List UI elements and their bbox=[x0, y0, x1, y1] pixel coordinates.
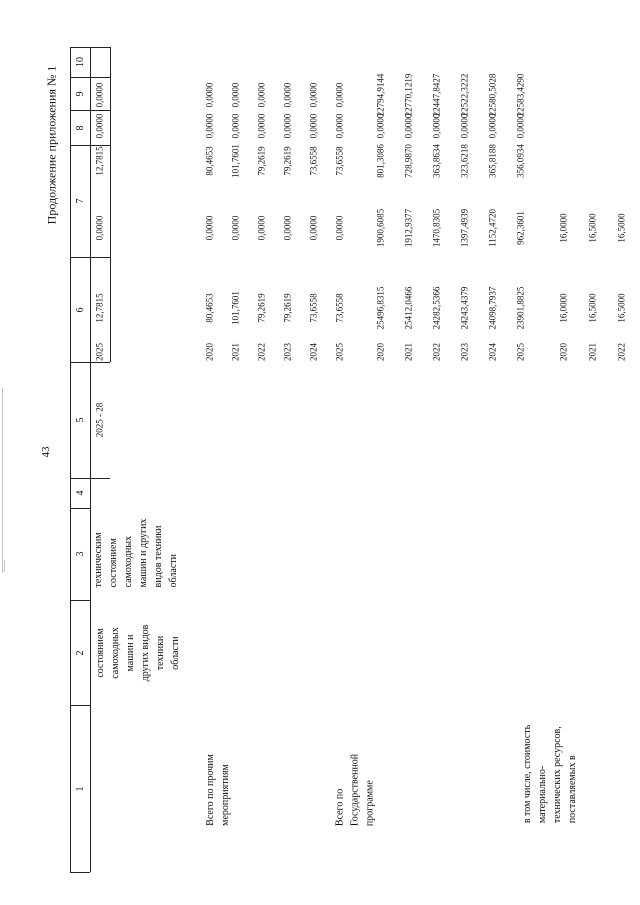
cell-col2-text: состоянием самоходных машин и других видов техники области bbox=[95, 624, 181, 682]
appendix-title: Продолжение приложения № 1 bbox=[44, 65, 59, 225]
table-rule bbox=[70, 508, 90, 509]
cell-value: 0,0000 bbox=[334, 215, 345, 241]
cell-value: 0,0000 bbox=[230, 82, 241, 108]
cell-value: 23901,8825 bbox=[515, 286, 526, 330]
column-header-9: 9 bbox=[75, 91, 86, 96]
scan-mark bbox=[4, 560, 5, 572]
cell-value: 0,0000 bbox=[282, 113, 293, 139]
column-header-6: 6 bbox=[75, 307, 86, 312]
row-year: 2021 bbox=[403, 343, 414, 361]
cell-value: 0,0000 bbox=[334, 113, 345, 139]
table-rule bbox=[70, 257, 110, 258]
cell-value: 0,0000 bbox=[403, 113, 414, 139]
cell-value: 962,3601 bbox=[515, 211, 526, 245]
cell-value: 0,0000 bbox=[256, 113, 267, 139]
cell-col3-text: техническим состоянием самоходных машин и других видов техники области bbox=[93, 518, 179, 588]
section-label: Всего по Государственной программе bbox=[334, 753, 376, 827]
cell-value: 12,7815 bbox=[94, 293, 105, 323]
column-header-1: 1 bbox=[75, 786, 86, 791]
table-rule bbox=[70, 77, 110, 78]
cell-value: 79,2619 bbox=[282, 293, 293, 323]
row-year: 2023 bbox=[459, 343, 470, 361]
cell-value: 79,2619 bbox=[256, 293, 267, 323]
cell-value: 1152,4720 bbox=[487, 209, 498, 247]
cell-value: 0,0000 bbox=[431, 113, 442, 139]
table-rule bbox=[70, 110, 110, 111]
cell-value: 365,8188 bbox=[487, 144, 498, 178]
cell-value: 24243,4379 bbox=[459, 286, 470, 330]
row-year: 2022 bbox=[431, 343, 442, 361]
table-rule bbox=[70, 600, 90, 601]
table-rule bbox=[70, 362, 110, 363]
cell-value: 80,4653 bbox=[204, 146, 215, 176]
row-year: 2020 bbox=[375, 343, 386, 361]
cell-value: 0,0000 bbox=[308, 82, 319, 108]
cell-value: 22522,3222 bbox=[459, 73, 470, 117]
row-year: 2022 bbox=[256, 343, 267, 361]
cell-value: 0,0000 bbox=[487, 113, 498, 139]
table-rule bbox=[70, 705, 90, 706]
row-year: 2022 bbox=[616, 343, 627, 361]
cell-period: 2025 - 28 bbox=[94, 402, 105, 438]
cell-value: 73,6558 bbox=[308, 293, 319, 323]
row-year: 2020 bbox=[558, 343, 569, 361]
table-rule bbox=[90, 47, 110, 48]
cell-value: 0,0000 bbox=[282, 82, 293, 108]
cell-value: 0,0000 bbox=[256, 82, 267, 108]
row-year: 2025 bbox=[515, 343, 526, 361]
cell-value: 24282,5366 bbox=[431, 286, 442, 330]
cell-value: 16,5000 bbox=[616, 213, 627, 243]
table-rule bbox=[70, 47, 71, 872]
cell-value: 22580,5028 bbox=[487, 73, 498, 117]
cell-value: 12,7815 bbox=[94, 146, 105, 176]
cell-value: 0,0000 bbox=[308, 215, 319, 241]
cell-value: 0,0000 bbox=[94, 113, 105, 139]
row-year: 2025 bbox=[334, 343, 345, 361]
cell-value: 16,0000 bbox=[558, 293, 569, 323]
column-header-3: 3 bbox=[75, 551, 86, 557]
cell-value: 356,0934 bbox=[515, 144, 526, 178]
cell-value: 22447,8427 bbox=[431, 73, 442, 117]
cell-value: 0,0000 bbox=[375, 113, 386, 139]
cell-value: 1900,6085 bbox=[375, 208, 386, 248]
cell-value: 80,4653 bbox=[204, 293, 215, 323]
cell-value: 16,0000 bbox=[558, 213, 569, 243]
cell-value: 0,0000 bbox=[204, 113, 215, 139]
cell-value: 22770,1219 bbox=[403, 73, 414, 117]
cell-value: 16,5000 bbox=[587, 213, 598, 243]
table-rule bbox=[90, 47, 91, 872]
row-year: 2020 bbox=[204, 343, 215, 361]
cell-value: 0,0000 bbox=[308, 113, 319, 139]
row-year: 2024 bbox=[487, 343, 498, 361]
cell-value: 0,0000 bbox=[256, 215, 267, 241]
cell-value: 25412,0466 bbox=[403, 286, 414, 330]
cell-value: 73,6558 bbox=[308, 146, 319, 176]
cell-year: 2025 bbox=[94, 343, 105, 361]
cell-value: 1470,8305 bbox=[431, 208, 442, 248]
cell-value: 0,0000 bbox=[459, 113, 470, 139]
cell-value: 1912,9377 bbox=[403, 208, 414, 248]
table-rule bbox=[70, 478, 110, 479]
cell-value: 0,0000 bbox=[334, 82, 345, 108]
cell-value: 79,2619 bbox=[256, 146, 267, 176]
column-header-10: 10 bbox=[75, 57, 86, 67]
cell-value: 0,0000 bbox=[230, 215, 241, 241]
cell-value: 0,0000 bbox=[94, 82, 105, 108]
table-rule bbox=[110, 47, 111, 362]
cell-value: 22794,9144 bbox=[375, 73, 386, 117]
cell-value: 16,5000 bbox=[587, 293, 598, 323]
cell-value: 801,3086 bbox=[375, 144, 386, 178]
cell-value: 101,7601 bbox=[230, 144, 241, 178]
cell-value: 22583,4290 bbox=[515, 73, 526, 117]
cell-value: 728,9870 bbox=[403, 144, 414, 178]
cell-value: 0,0000 bbox=[230, 113, 241, 139]
cell-value: 79,2619 bbox=[282, 146, 293, 176]
row-year: 2023 bbox=[282, 343, 293, 361]
column-header-5: 5 bbox=[75, 417, 86, 423]
cell-value: 0,0000 bbox=[515, 113, 526, 139]
cell-value: 0,0000 bbox=[204, 215, 215, 241]
section-label: Всего по прочим мероприятиям bbox=[205, 754, 231, 826]
table-rule bbox=[70, 872, 90, 873]
cell-value: 323,6218 bbox=[459, 144, 470, 178]
page-number: 43 bbox=[40, 446, 52, 458]
cell-value: 24098,7937 bbox=[487, 286, 498, 330]
column-header-4: 4 bbox=[75, 490, 86, 496]
cell-value: 73,6558 bbox=[334, 146, 345, 176]
cell-value: 73,6558 bbox=[334, 293, 345, 323]
row-year: 2024 bbox=[308, 343, 319, 361]
cell-value: 0,0000 bbox=[282, 215, 293, 241]
cell-value: 0,0000 bbox=[94, 215, 105, 241]
row-year: 2021 bbox=[587, 343, 598, 361]
cell-value: 25496,8315 bbox=[375, 286, 386, 330]
cell-value: 0,0000 bbox=[204, 82, 215, 108]
cell-value: 1397,4939 bbox=[459, 208, 470, 248]
row-year: 2021 bbox=[230, 343, 241, 361]
column-header-2: 2 bbox=[75, 650, 86, 655]
cell-value: 101,7601 bbox=[230, 291, 241, 325]
column-header-8: 8 bbox=[75, 125, 86, 130]
scan-mark bbox=[2, 388, 3, 573]
section-label: в том числе, стоимость материально- технических ресурсов, поставляемых в bbox=[522, 724, 578, 824]
table-rule bbox=[70, 47, 90, 48]
cell-value: 16,5000 bbox=[616, 293, 627, 323]
cell-value: 363,8634 bbox=[431, 144, 442, 178]
column-header-7: 7 bbox=[75, 198, 86, 204]
